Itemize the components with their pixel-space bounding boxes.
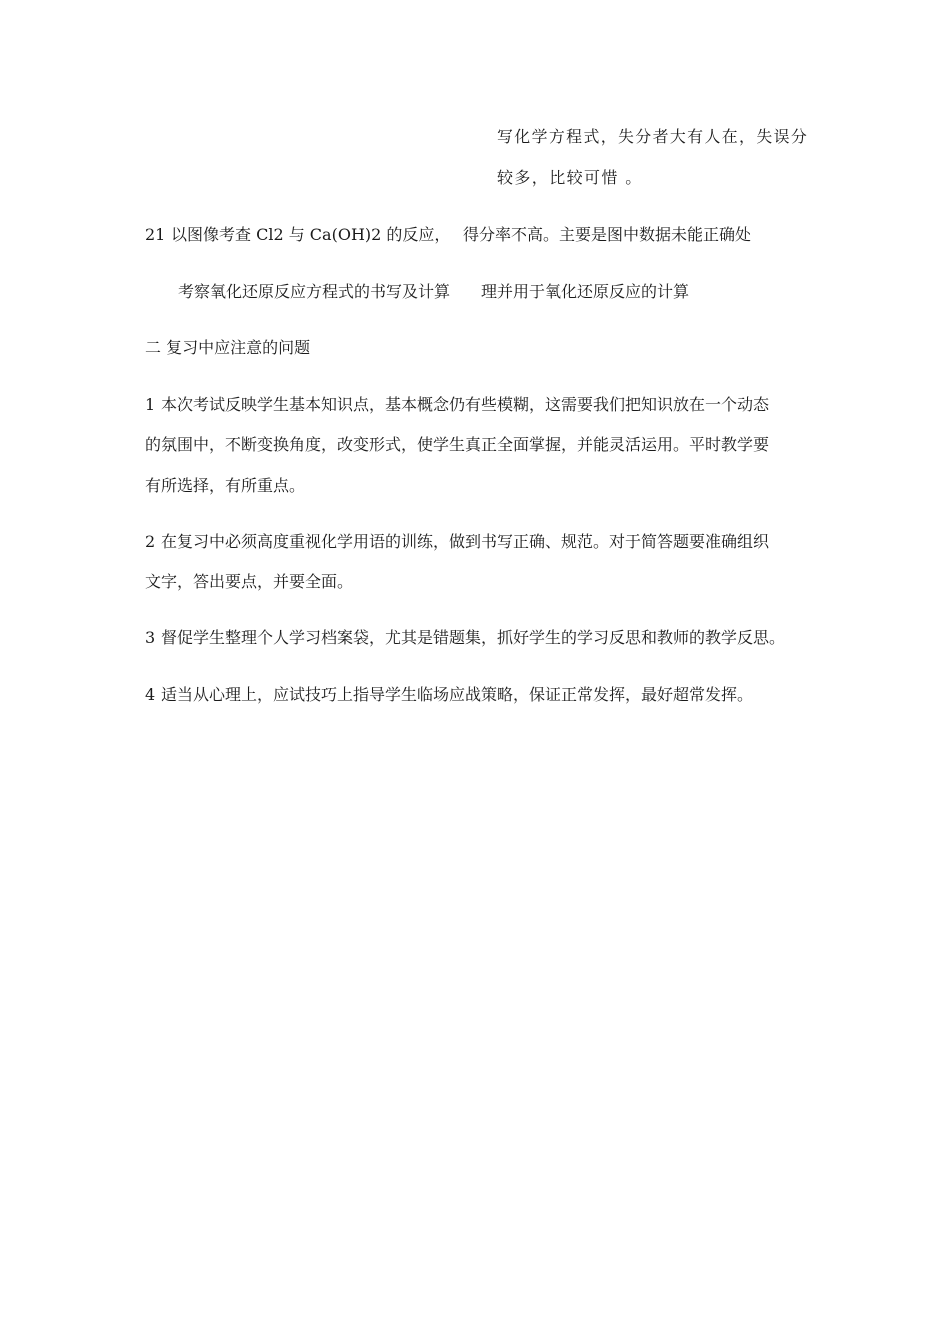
analysis-continuation-line-1: 写化学方程式，失分者大有人在，失误分 <box>497 127 809 146</box>
question-description: 以图像考查 Cl2 与 Ca(OH)2 的反应， <box>171 225 451 244</box>
analysis-continuation-line-2: 较多，比较可惜 。 <box>497 168 643 187</box>
list-item-text-line: 在复习中必须高度重视化学用语的训练，做到书写正确、规范。对于简答题要准确组织 <box>161 532 770 551</box>
list-item-text-line: 督促学生整理个人学习档案袋，尤其是错题集，抓好学生的学习反思和教师的教学反思。 <box>161 628 786 647</box>
list-item-number: 2 <box>145 532 156 551</box>
list-item-text-line: 文字，答出要点，并要全面。 <box>145 572 354 591</box>
list-item-number: 1 <box>145 395 156 414</box>
list-item-text-line: 有所选择，有所重点。 <box>145 476 306 495</box>
list-item-text-line: 的氛围中，不断变换角度，改变形式，使学生真正全面掌握，并能灵活运用。平时教学要 <box>145 435 770 454</box>
list-item-number: 4 <box>145 685 156 704</box>
question-analysis: 得分率不高。主要是图中数据未能正确处 <box>463 225 752 244</box>
section-heading: 二 复习中应注意的问题 <box>145 338 311 357</box>
list-item-text-line: 本次考试反映学生基本知识点，基本概念仍有些模糊，这需要我们把知识放在一个动态 <box>161 395 770 414</box>
list-item-text-line: 适当从心理上，应试技巧上指导学生临场应战策略，保证正常发挥，最好超常发挥。 <box>161 685 754 704</box>
question-number: 21 <box>145 225 166 244</box>
question-analysis-continued: 理并用于氧化还原反应的计算 <box>481 282 690 301</box>
question-exam-point: 考察氧化还原反应方程式的书写及计算 <box>178 282 451 301</box>
list-item-number: 3 <box>145 628 156 647</box>
